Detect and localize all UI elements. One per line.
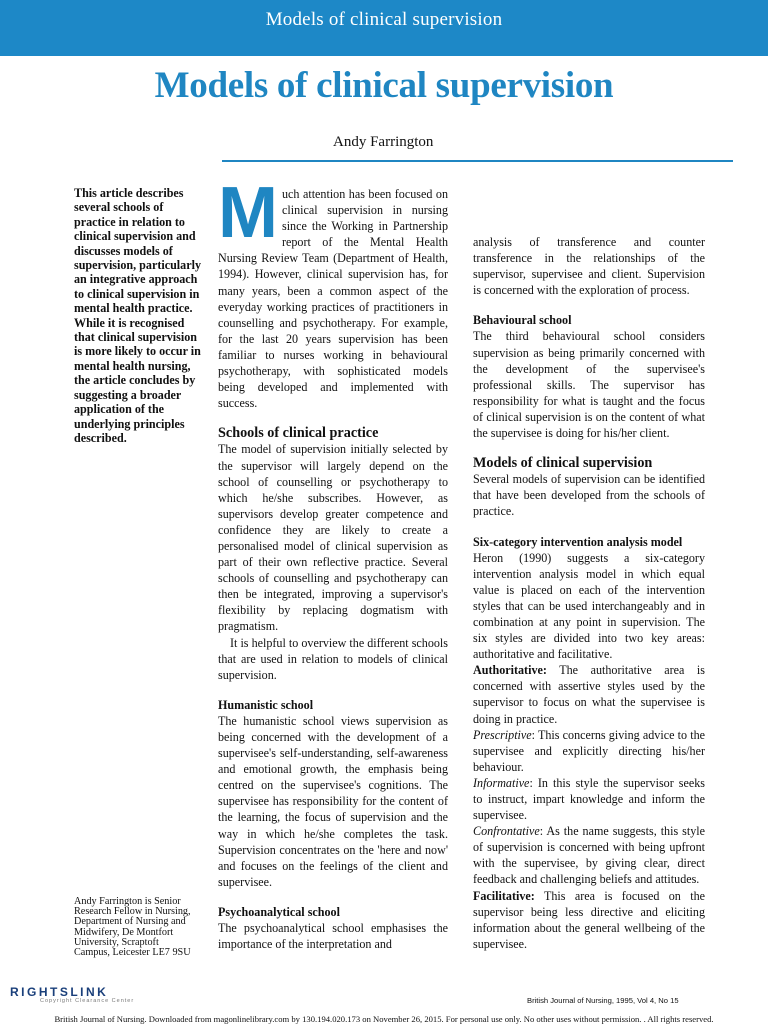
behavioural-paragraph: The third behavioural school considers supervision as being primarily concerned with the development of the supervisee's professional skills. The supervisor has responsibility for what is taught and the focus of clinical supervision is on the content of what the supervisee is doing for his/her client. [473,329,705,441]
drop-cap: M [218,173,278,253]
banner-title: Models of clinical supervision [265,9,503,30]
column-2 [473,234,705,952]
heading-models: Models of clinical supervision [473,455,653,472]
prescriptive-paragraph: Prescriptive: This concerns giving advice to the supervisee and explicitly directing his/her behaviour. [473,727,705,774]
author-bio: Andy Farrington is Senior Research Fellow in Nursing, Department of Nursing and Midwifery, De Montfort University, Scraptoft Campus, Leicester LE7 9SU [74,896,191,959]
column-1 [218,173,448,952]
heading-humanistic: Humanistic school [218,697,314,712]
download-notice: British Journal of Nursing. Downloaded from magonlinelibrary.com by 130.194.020.173 on November 26, 2015. For personal use only. No other uses without permission. . All rights reserved. [54,1014,714,1024]
article-title: Models of clinical supervision [154,65,614,106]
rightslink-subtitle: Copyright Clearance Center [40,998,135,1004]
author-name: Andy Farrington [333,134,434,150]
facilitative-paragraph: Facilitative: This area is focused on the supervisor being less directive and eliciting information about the general wellbeing of the supervisee. [473,888,705,951]
rightslink-logo: RIGHTSLINK [10,985,109,999]
schools-paragraph-2: It is helpful to overview the different schools that are used in relation to models of clinical supervision. [218,635,448,682]
heading-schools: Schools of clinical practice [218,425,379,442]
journal-reference: British Journal of Nursing, 1995, Vol 4, No 15 [527,996,679,1005]
title-divider [222,160,733,162]
intro-paragraph: uch attention has been focused on clinical supervision in nursing since the Working in Partnership report of the Mental Health Nursing Review Team (Department of Health, 1994). However, clinical supervision has, for many years, been a common aspect of the everyday working practices of practitioners in counselling and psychotherapy. For example, for the last 20 years supervision has been familiar to nurses working in behavioural psychotherapy, with sophisticated models being developed and implemented with success. [218,187,448,411]
six-category-paragraph: Heron (1990) suggests a six-category intervention analysis model in which equal value is placed on each of the intervention styles that can be used interchangeably and in combination at any point in supervision. The six styles are divided into two key areas: authoritative and facilitative. [473,550,705,662]
abstract: This article describes several schools of practice in relation to clinical supervision and discusses models of supervision, particularly an integrative approach to clinical supervision in mental health practice. While it is recognised that clinical supervision is more likely to occur in mental health nursing, the article concludes by suggesting a broader application of the underlying principles described. [74,186,201,445]
authoritative-paragraph: Authoritative: The authoritative area is concerned with assertive styles used by the supervisor to focus on what the supervisee is doing in practice. [473,663,705,726]
continuation-paragraph: analysis of transference and counter transference in the relationships of the supervisor, supervisee and client. Supervision is concerned with the exploration of process. [473,235,705,298]
models-paragraph: Several models of supervision can be identified that have been developed from the schools of practice. [473,472,705,519]
informative-paragraph: Informative: In this style the supervisor seeks to instruct, impart knowledge and inform the supervisee. [473,775,705,823]
heading-psychoanalytical: Psychoanalytical school [218,904,340,919]
schools-paragraph-1: The model of supervision initially selected by the supervisor will largely depend on the school of counselling or psychotherapy to which he/she subscribes. However, as supervisors develop greater competence and confidence they are likely to create a personalised model of clinical supervision as part of their own reflective practice. Several schools of counselling and psychotherapy can then be integrated, improving a supervisor's flexibility by replacing dogmatism with pragmatism. [218,442,448,634]
psychoanalytical-paragraph: The psychoanalytical school emphasises the importance of the interpretation and [218,921,448,952]
heading-six-category: Six-category intervention analysis model [473,534,683,549]
confrontative-paragraph: Confrontative: As the name suggests, this style of supervision is concerned with being upfront with the supervisee, by giving clear, direct feedback and challenging beliefs and attitudes. [473,824,705,887]
humanistic-paragraph: The humanistic school views supervision as being concerned with the development of a supervisee's self-understanding, self-awareness and emotional growth, the emphasis being centred on the supervisee's cognitions. The supervisee has responsibility for the content of the learning, the focus of supervision and the way in which he/she completes the task. Supervision concentrates on the 'here and now' and focuses on the feelings of the client and supervisee. [218,713,448,889]
heading-behavioural: Behavioural school [473,313,572,328]
header-banner [0,0,768,56]
